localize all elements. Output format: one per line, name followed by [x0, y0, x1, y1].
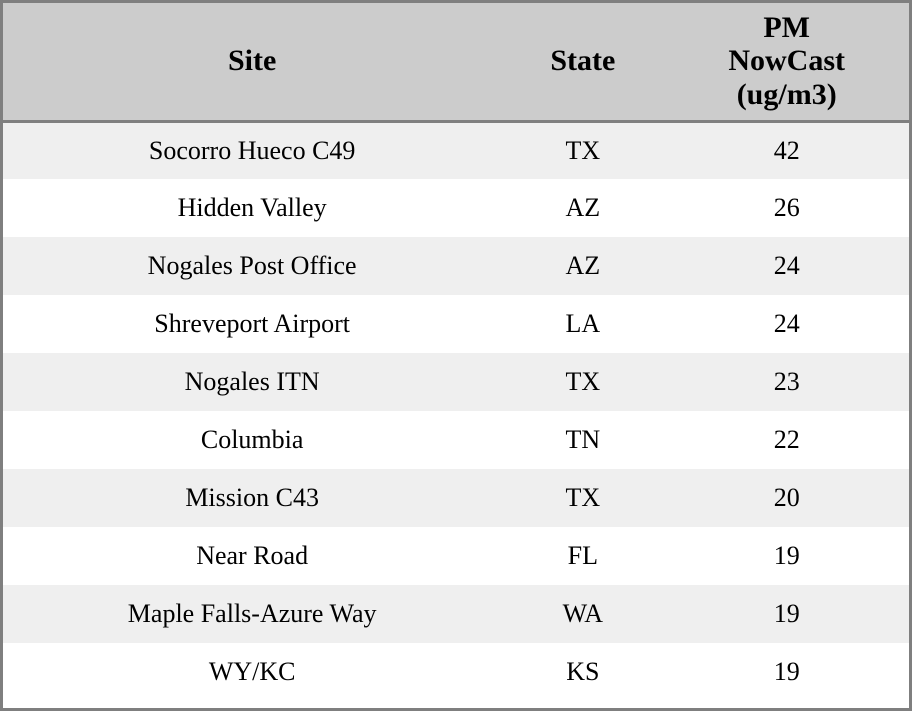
cell-state: WA	[562, 599, 604, 628]
column-header-site-label: Site	[227, 44, 277, 78]
cell-site: Maple Falls-Azure Way	[127, 599, 377, 628]
cell-state: AZ	[565, 251, 601, 280]
cell-value: 24	[773, 309, 800, 338]
table-row	[3, 643, 909, 701]
cell-value: 22	[773, 425, 800, 454]
cell-value: 19	[773, 657, 800, 686]
table-row	[3, 527, 909, 585]
table-row	[3, 353, 909, 411]
cell-state: AZ	[565, 193, 601, 222]
cell-site: Nogales Post Office	[147, 251, 357, 280]
table-header-row	[3, 3, 909, 121]
cell-value: 26	[773, 193, 800, 222]
air-quality-table	[3, 3, 909, 701]
column-header-site	[3, 3, 501, 121]
table-row	[3, 469, 909, 527]
cell-state: TN	[565, 425, 601, 454]
column-header-pm-nowcast	[664, 3, 909, 121]
cell-site: Nogales ITN	[184, 367, 320, 396]
table-row	[3, 179, 909, 237]
table-row	[3, 411, 909, 469]
cell-state: KS	[566, 657, 600, 686]
column-header-pm-nowcast-line2: NowCast	[728, 44, 846, 78]
cell-value: 42	[773, 135, 800, 165]
table-row	[3, 121, 909, 179]
column-header-state	[501, 3, 664, 121]
cell-site: Hidden Valley	[177, 193, 327, 222]
cell-site: Near Road	[196, 541, 309, 570]
cell-value: 19	[773, 541, 800, 570]
cell-value: 23	[773, 367, 800, 396]
table-row	[3, 295, 909, 353]
cell-site: Mission C43	[185, 483, 319, 512]
cell-value: 20	[773, 483, 800, 512]
table-header	[3, 3, 909, 121]
column-header-pm-nowcast-line1: PM	[763, 10, 810, 44]
cell-state: TX	[565, 483, 601, 512]
cell-state: TX	[565, 135, 601, 165]
cell-site: Socorro Hueco C49	[148, 135, 356, 165]
table-row	[3, 237, 909, 295]
cell-site: Shreveport Airport	[154, 309, 350, 338]
cell-state: LA	[565, 309, 601, 338]
column-header-state-label: State	[550, 44, 616, 78]
column-header-pm-nowcast-line3: (ug/m3)	[736, 78, 837, 112]
cell-state: FL	[567, 541, 598, 570]
table-body	[3, 121, 909, 701]
cell-site: Columbia	[200, 425, 304, 454]
cell-site: WY/KC	[208, 657, 296, 686]
cell-value: 24	[773, 251, 800, 280]
cell-value: 19	[773, 599, 800, 628]
cell-state: TX	[565, 367, 601, 396]
table-row	[3, 585, 909, 643]
